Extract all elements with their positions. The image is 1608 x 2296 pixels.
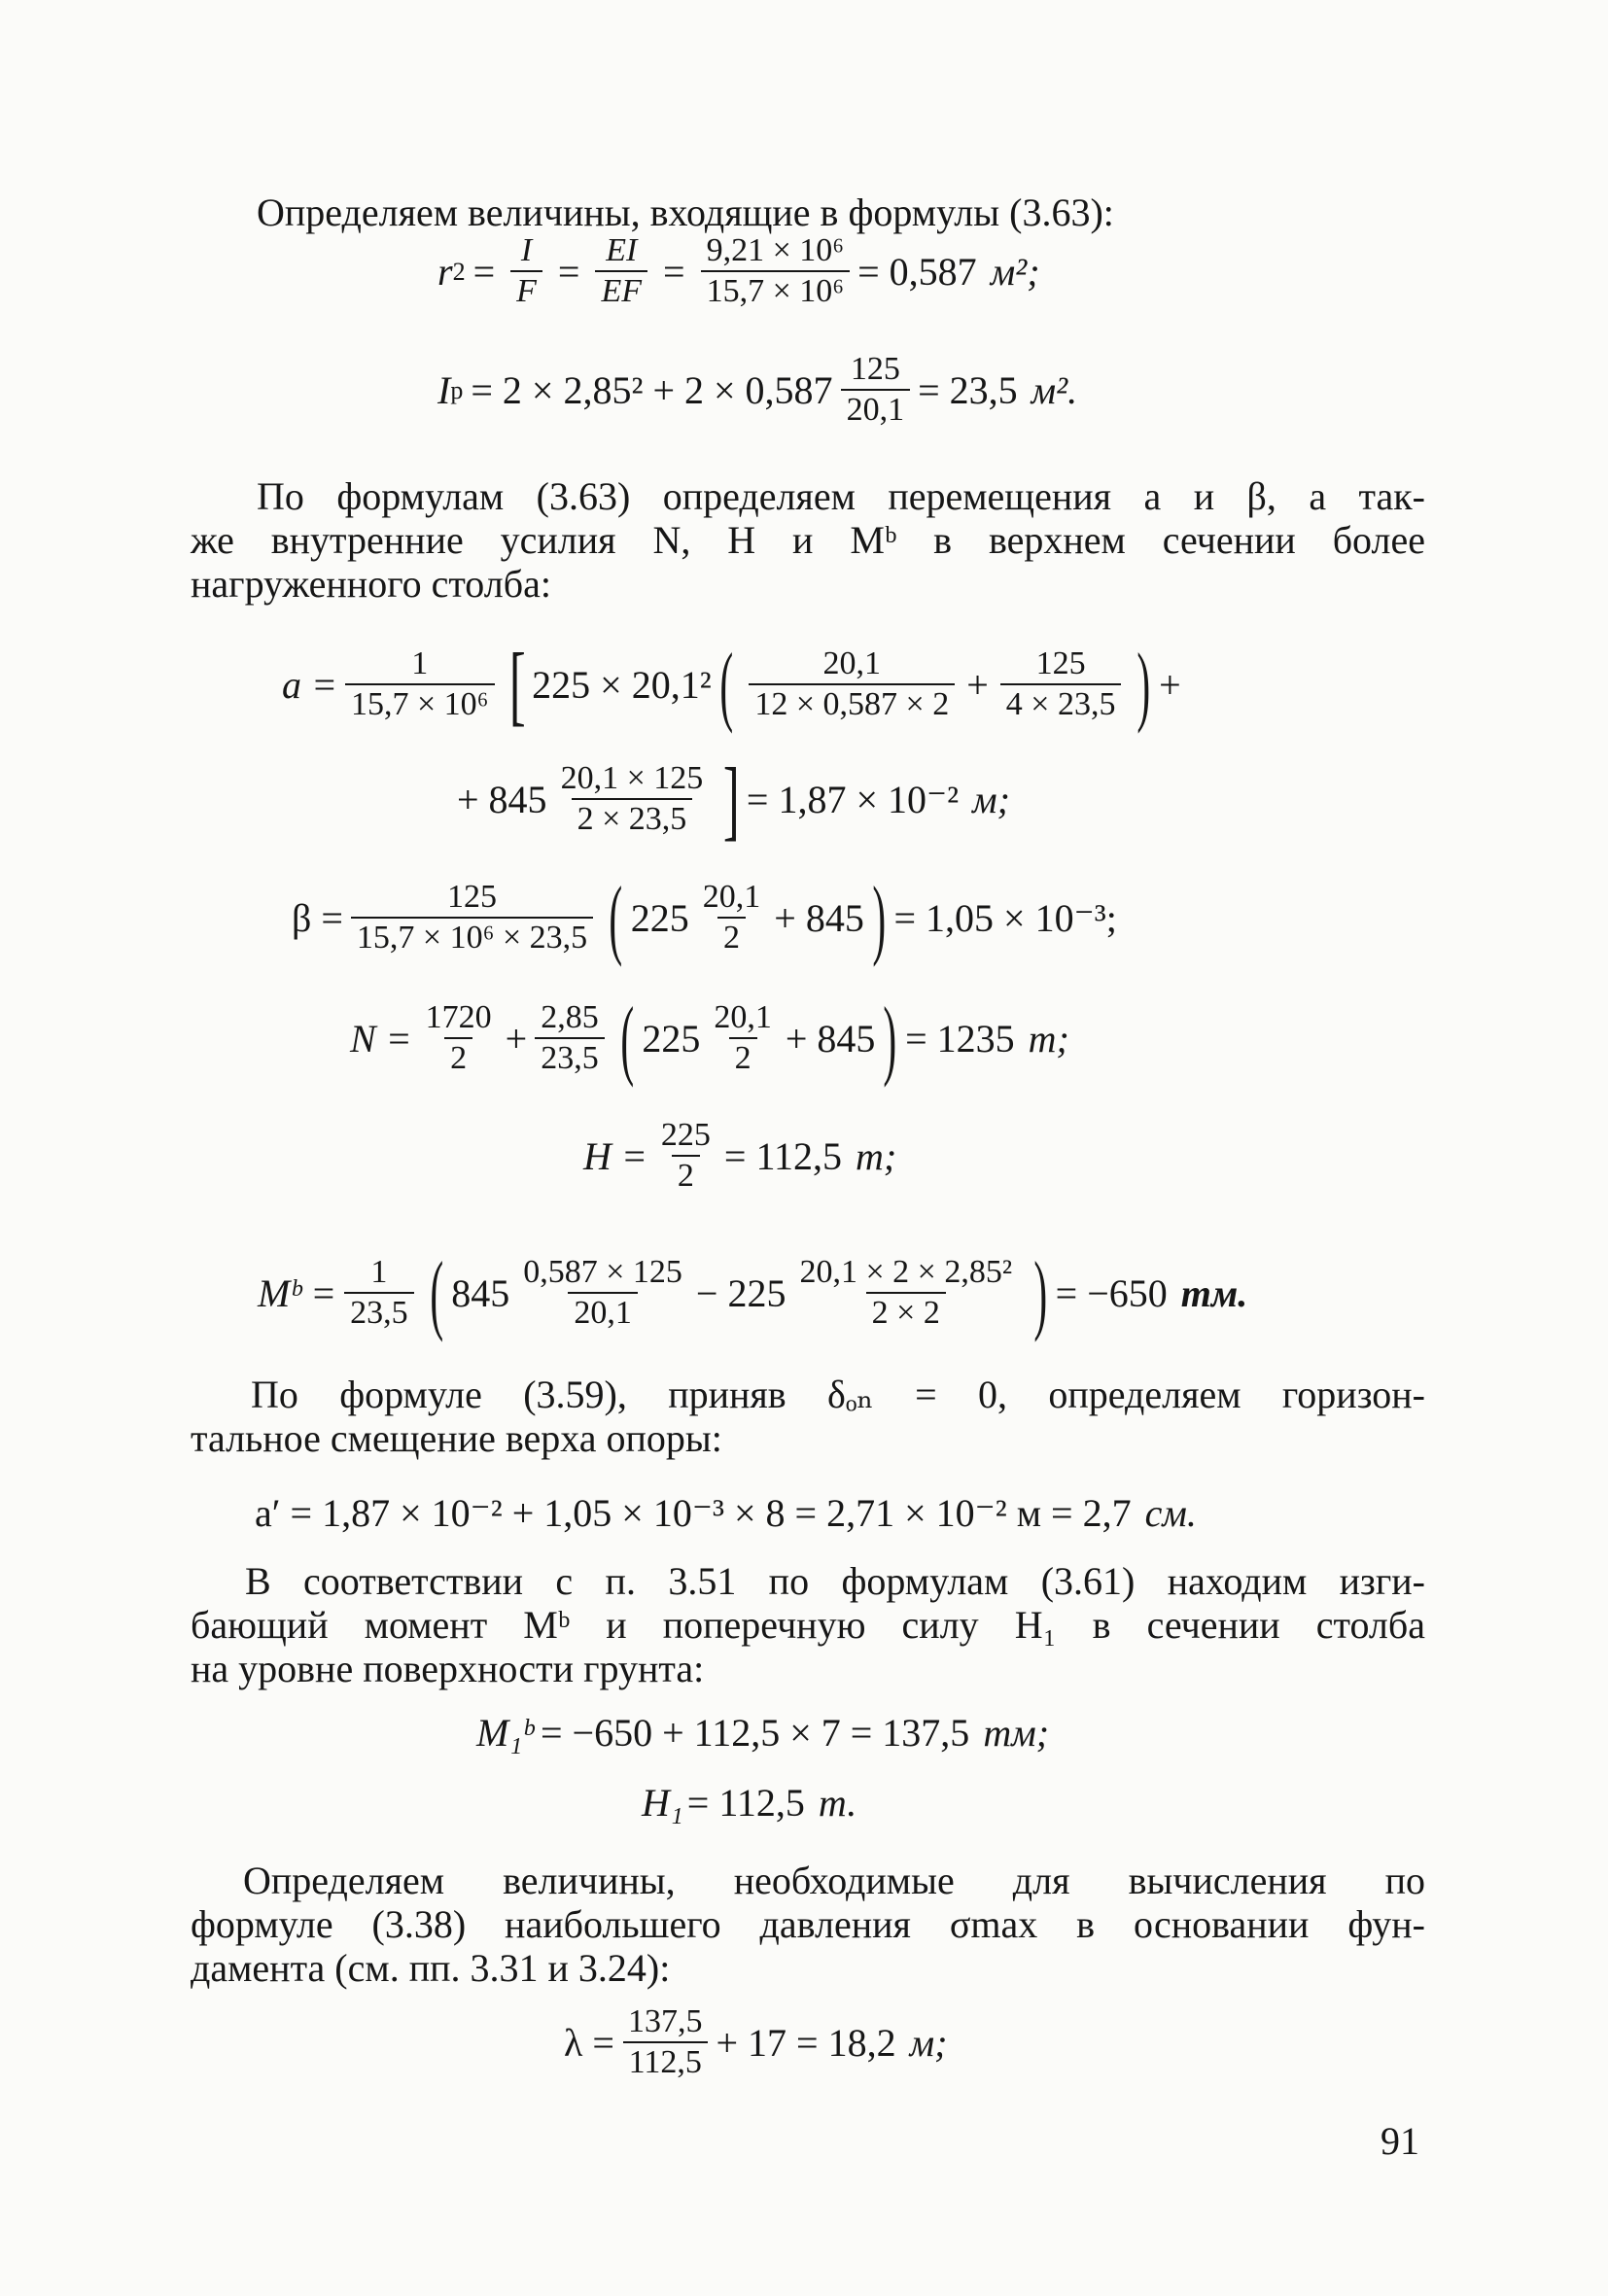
para3-line-1: По формуле (3.59), приняв δₒₙ = 0, определяем горизон- [251, 1373, 1425, 1416]
eq-r2-equals-1: = [472, 249, 496, 294]
eq-h-frac-den: 2 [672, 1155, 700, 1196]
equation-lambda [564, 2002, 947, 2082]
eq-n-inner: 225 [642, 1016, 701, 1061]
eq-a-prime-text: a′ = 1,87 × 10⁻² + 1,05 × 10⁻³ × 8 = 2,71 × 10⁻² м = 2,7 [255, 1491, 1132, 1535]
eq-m-minus: − 225 [695, 1270, 787, 1315]
eq-a-g1-num: 20,1 [822, 645, 882, 681]
eq-n-plus: + [505, 1016, 528, 1061]
eq-m-frac-num: 1 [370, 1254, 388, 1290]
eq-n-result: = 1235 [905, 1016, 1015, 1061]
eq-n-f2-den: 23,5 [535, 1037, 605, 1078]
equation-n [350, 989, 1069, 1088]
equation-beta [292, 868, 1117, 967]
eq-n-open-paren: ( [620, 989, 634, 1088]
intro-line: Определяем величины, входящие в формулы (3.63): [257, 191, 1114, 234]
eq-beta-close-paren: ) [872, 868, 887, 967]
eq-r2-exp: 2 [452, 257, 466, 286]
equation-a [282, 635, 1181, 734]
eq-a-close-paren: ) [1136, 635, 1151, 734]
eq-n-close-paren: ) [883, 989, 897, 1088]
eq-a-plus: + [966, 662, 989, 707]
eq-r2-frac-1 [510, 231, 542, 311]
eq-h1-lhs: H₁ [642, 1781, 683, 1825]
paragraph-moment [191, 1559, 1425, 1690]
eq-beta-frac [351, 878, 593, 957]
eq-h-result: = 112,5 [723, 1133, 842, 1178]
equation-h1 [642, 1781, 856, 1825]
eq-r2-equals-3: = [663, 249, 685, 294]
eq-a-tail: + [1159, 662, 1181, 707]
eq-m1-text: = −650 + 112,5 × 7 = 137,5 [541, 1711, 970, 1755]
eq-lambda-frac-den: 112,5 [623, 2041, 708, 2082]
eq-beta-frac-den: 15,7 × 10⁶ × 23,5 [351, 917, 593, 957]
eq-ip-sub: р [450, 375, 464, 404]
eq-n-f1-num: 1720 [425, 999, 492, 1035]
page-number: 91 [1381, 2119, 1419, 2163]
equation-m1 [476, 1711, 1049, 1755]
eq-a-g1-den: 12 × 0,587 × 2 [749, 683, 955, 724]
paragraph-displacements [191, 474, 1425, 606]
eq-r2-equals-2: = [557, 249, 580, 294]
para5-line-2: формуле (3.38) наибольшего давления σmax в основании фун- [191, 1902, 1425, 1946]
eq-a-g2-den: 4 × 23,5 [1000, 683, 1122, 724]
eq-lambda-unit: м; [909, 2020, 948, 2065]
eq-beta-plus: + 845 [774, 895, 864, 940]
eq-ip-frac-den: 20,1 [841, 389, 911, 430]
eq-r2-frac-1-den: F [510, 270, 542, 311]
para5-line-3: дамента (см. пп. 3.31 и 3.24): [191, 1946, 671, 1990]
eq-a-frac-num: 1 [411, 645, 429, 681]
eq-h-frac-num: 225 [660, 1117, 711, 1153]
eq-n-f2-num: 2,85 [541, 999, 599, 1035]
eq-n-g-den: 2 [729, 1037, 757, 1078]
eq-ip-frac-num: 125 [850, 351, 900, 387]
eq-m-frac-g1 [517, 1253, 688, 1333]
eq-lambda-frac-num: 137,5 [627, 2003, 703, 2039]
eq-ip-unit: м². [1031, 367, 1078, 412]
eq-n-unit: т; [1028, 1016, 1069, 1061]
para3-line-2: тальное смещение верха опоры: [191, 1416, 722, 1460]
eq-h-frac [655, 1116, 717, 1196]
eq-a-open-paren: ( [719, 635, 733, 734]
eq-r2-frac-2-den: EF [595, 270, 647, 311]
eq-a-frac-g1 [749, 644, 955, 724]
eq-m-inner1: 845 [451, 1270, 510, 1315]
eq-m-frac-g2 [793, 1253, 1018, 1333]
paragraph-pressure [191, 1859, 1425, 1990]
eq-n-plus2: + 845 [785, 1016, 876, 1061]
eq-n-f1-den: 2 [444, 1037, 472, 1078]
eq-r2-frac-3-num: 9,21 × 10⁶ [706, 232, 845, 268]
eq-a-lhs: a = [282, 662, 337, 707]
equation-h [583, 1116, 896, 1196]
eq-n-frac-1 [420, 998, 498, 1078]
eq-n-frac-g [708, 998, 778, 1078]
eq-n-g-num: 20,1 [714, 999, 772, 1035]
eq-beta-open-paren: ( [609, 868, 623, 967]
eq-ip-frac [841, 350, 911, 430]
eq-m-frac-den: 23,5 [344, 1292, 414, 1333]
eq-a2-frac-num: 20,1 × 125 [560, 760, 704, 796]
eq-r2-frac-2 [595, 231, 647, 311]
eq-m-unit: тм. [1180, 1270, 1248, 1315]
para2-line-2: же внутренние усилия N, H и Mᵇ в верхнем сечении более [191, 518, 1425, 562]
eq-beta-lhs: β = [292, 895, 343, 940]
eq-m-g2-num: 20,1 × 2 × 2,85² [799, 1254, 1013, 1290]
eq-m-open-paren: ( [430, 1243, 443, 1342]
eq-r2-result: = 0,587 [857, 249, 977, 294]
equation-ip [437, 350, 1077, 430]
eq-a-frac-g2 [1000, 644, 1122, 724]
eq-m-close-paren: ) [1033, 1243, 1048, 1342]
eq-a2-frac [555, 759, 710, 839]
eq-beta-g-den: 2 [717, 917, 746, 957]
eq-m-result: = −650 [1055, 1270, 1168, 1315]
eq-m-lhs: Mᵇ = [258, 1270, 337, 1315]
eq-a2-unit: м; [972, 777, 1010, 821]
eq-a2-close-bracket: ] [723, 749, 740, 849]
eq-a-open-bracket: [ [508, 635, 526, 734]
eq-h-unit: т; [855, 1133, 897, 1178]
eq-h1-unit: т. [818, 1781, 857, 1825]
eq-m-g1-den: 20,1 [568, 1292, 638, 1333]
eq-m1-unit: тм; [983, 1711, 1050, 1755]
eq-beta-frac-num: 125 [447, 879, 498, 915]
eq-h1-text: = 112,5 [686, 1781, 805, 1825]
para4-line-1: В соответствии с п. 3.51 по формулам (3.61) находим изги- [245, 1559, 1425, 1603]
para2-line-3: нагруженного столба: [191, 562, 551, 606]
eq-a-frac [345, 644, 495, 724]
equation-m [258, 1243, 1248, 1342]
eq-lambda-lhs: λ = [564, 2020, 614, 2065]
para4-line-3: на уровне поверхности грунта: [191, 1647, 705, 1690]
equation-a-continued [457, 749, 1010, 849]
eq-m-frac [344, 1253, 414, 1333]
eq-a-prime-unit: см. [1144, 1491, 1197, 1535]
eq-a-g2-num: 125 [1035, 645, 1086, 681]
eq-n-frac-2 [535, 998, 605, 1078]
eq-a2-frac-den: 2 × 23,5 [572, 798, 693, 839]
eq-r2-unit: м²; [990, 249, 1040, 294]
para4-line-2: бающий момент Mᵇ и поперечную силу H₁ в сечении столба [191, 1603, 1425, 1647]
eq-a2-lead: + 845 [457, 777, 547, 821]
eq-r2-frac-2-num: EI [606, 232, 638, 268]
eq-a-mid: 225 × 20,1² [532, 662, 712, 707]
eq-beta-frac-g [697, 878, 767, 957]
eq-a-frac-den: 15,7 × 10⁶ [345, 683, 495, 724]
eq-beta-g-num: 20,1 [702, 879, 761, 915]
para2-line-1: По формулам (3.63) определяем перемещения a и β, а так- [257, 474, 1425, 518]
eq-ip-expr: = 2 × 2,85² + 2 × 0,587 [471, 367, 833, 412]
eq-lambda-frac [622, 2002, 709, 2082]
para5-line-1: Определяем величины, необходимые для вычисления по [243, 1859, 1425, 1902]
eq-a2-result: = 1,87 × 10⁻² [746, 777, 960, 821]
eq-beta-inner: 225 [630, 895, 689, 940]
eq-h-lhs: H = [583, 1133, 647, 1178]
paragraph-offset [191, 1373, 1425, 1460]
eq-r2-frac-3-den: 15,7 × 10⁶ [701, 270, 851, 311]
equation-a-prime [255, 1491, 1197, 1535]
eq-m-g1-num: 0,587 × 125 [523, 1254, 682, 1290]
eq-beta-result: = 1,05 × 10⁻³; [893, 895, 1117, 940]
eq-lambda-rest: + 17 = 18,2 [716, 2020, 896, 2065]
eq-r2-frac-1-num: I [520, 232, 533, 268]
eq-r2-frac-3 [701, 231, 851, 311]
eq-r2-lhs: r [437, 249, 453, 294]
eq-m-g2-den: 2 × 2 [866, 1292, 946, 1333]
eq-ip-lhs: I [437, 367, 451, 412]
eq-n-lhs: N = [350, 1016, 412, 1061]
equation-r2 [437, 231, 1040, 311]
eq-ip-result: = 23,5 [918, 367, 1018, 412]
eq-m1-lhs: M₁ᵇ [476, 1711, 533, 1755]
